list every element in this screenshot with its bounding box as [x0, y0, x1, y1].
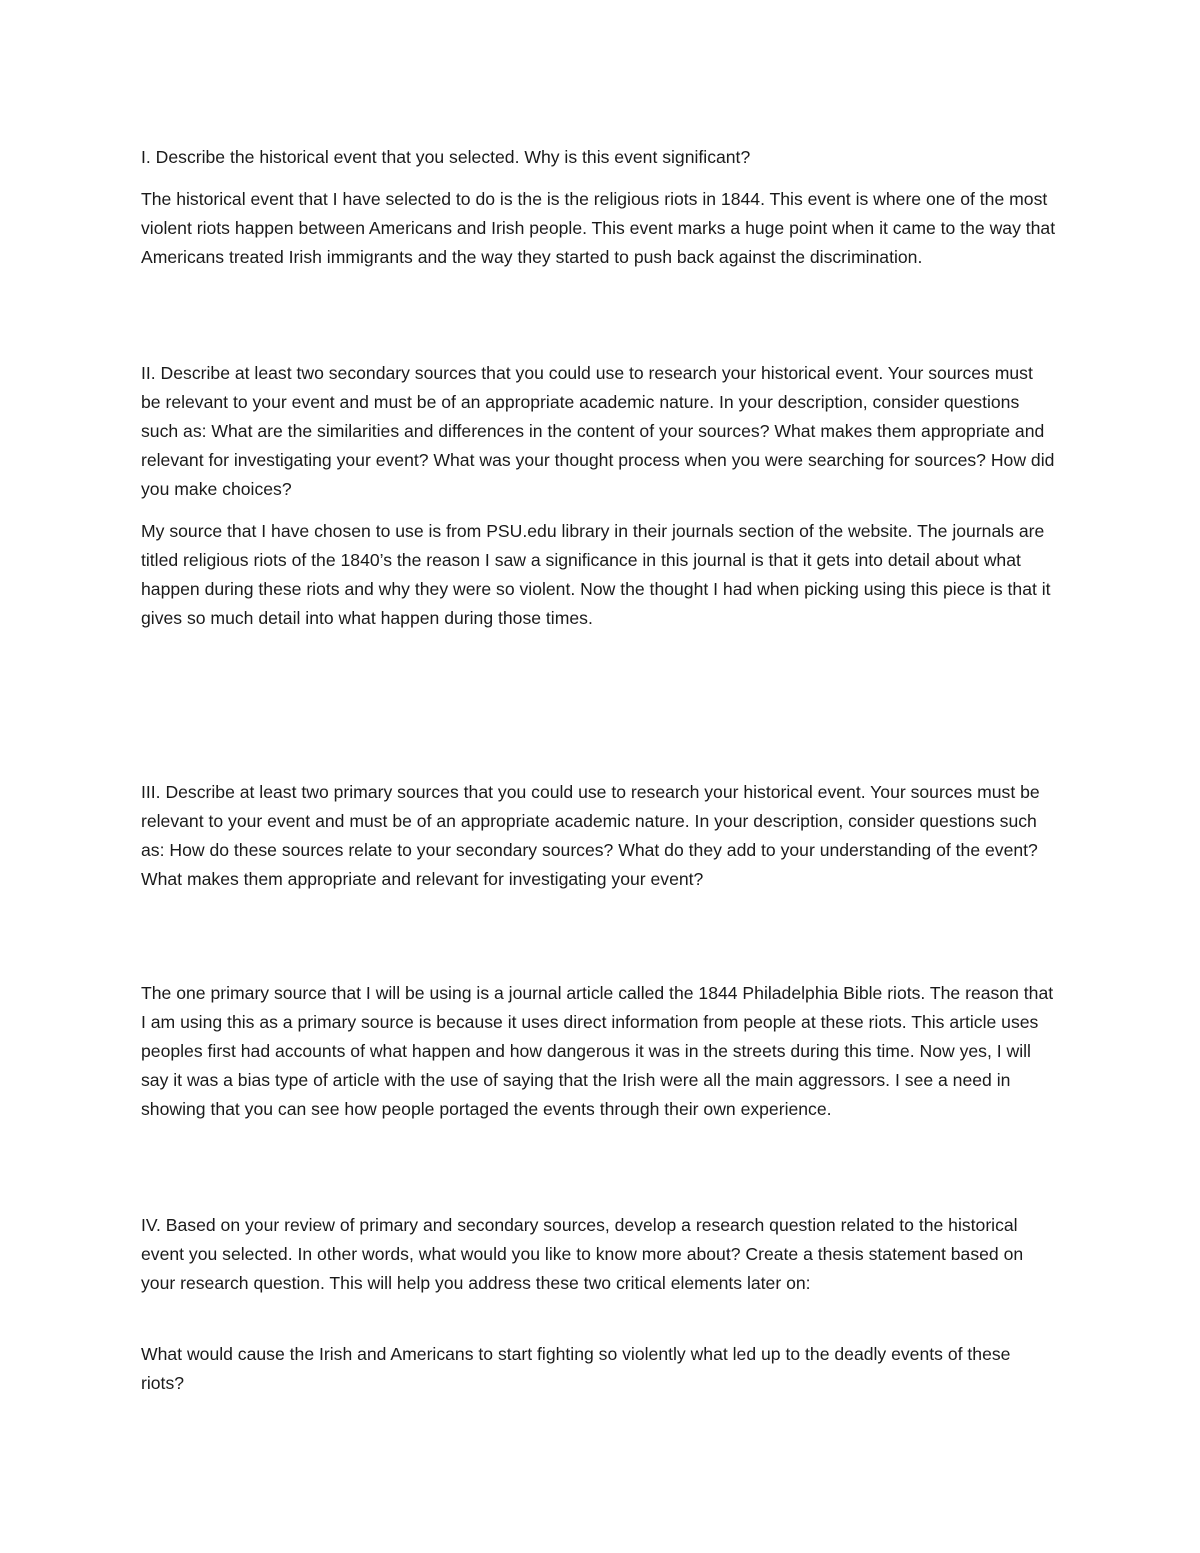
section-1-prompt: I. Describe the historical event that you selected. Why is this event significant?: [141, 147, 751, 167]
section-4-response: What would cause the Irish and Americans to start fighting so violently what led up to the deadly events of these riots?: [141, 1344, 1011, 1393]
section-4-prompt: IV. Based on your review of primary and secondary sources, develop a research question related to the historical event you selected. In other words, what would you like to know more about? Create a thesis statement based on your research question. This will help you address these two critical elements later on:: [141, 1215, 1024, 1293]
section-3-response: The one primary source that I will be using is a journal article called the 1844 Philadelphia Bible riots. The reason that I am using this as a primary source is because it uses direct information from people at these riots. This article uses peoples first had accounts of what happen and how dangerous it was in the streets during this time. Now yes, I will say it was a bias type of article with the use of saying that the Irish were all the main aggressors. I see a need in showing that you can see how people portaged the events through their own experience.: [141, 983, 1054, 1119]
section-2-prompt: II. Describe at least two secondary sources that you could use to research your historical event. Your sources must be relevant to your event and must be of an appropriate academic nature. In your description, consider questions such as: What are the similarities and differences in the content of your sources? What makes them appropriate and relevant for investigating your event? What was your thought process when you were searching for sources? How did you make choices?: [141, 363, 1055, 499]
section-1-response: The historical event that I have selected to do is the is the religious riots in 1844. This event is where one of the most violent riots happen between Americans and Irish people. This event marks a huge point when it came to the way that Americans treated Irish immigrants and the way they started to push back against the discrimination.: [141, 189, 1056, 267]
section-3-prompt: III. Describe at least two primary sources that you could use to research your historical event. Your sources must be relevant to your event and must be of an appropriate academic nature. In your description, consider questions such as: How do these sources relate to your secondary sources? What do they add to your understanding of the event? What makes them appropriate and relevant for investigating your event?: [141, 782, 1040, 889]
section-2-response: My source that I have chosen to use is from PSU.edu library in their journals section of the website. The journals are titled religious riots of the 1840’s the reason I saw a significance in this journal is that it gets into detail about what happen during these riots and why they were so violent. Now the thought I had when picking using this piece is that it gives so much detail into what happen during those times.: [141, 521, 1051, 628]
